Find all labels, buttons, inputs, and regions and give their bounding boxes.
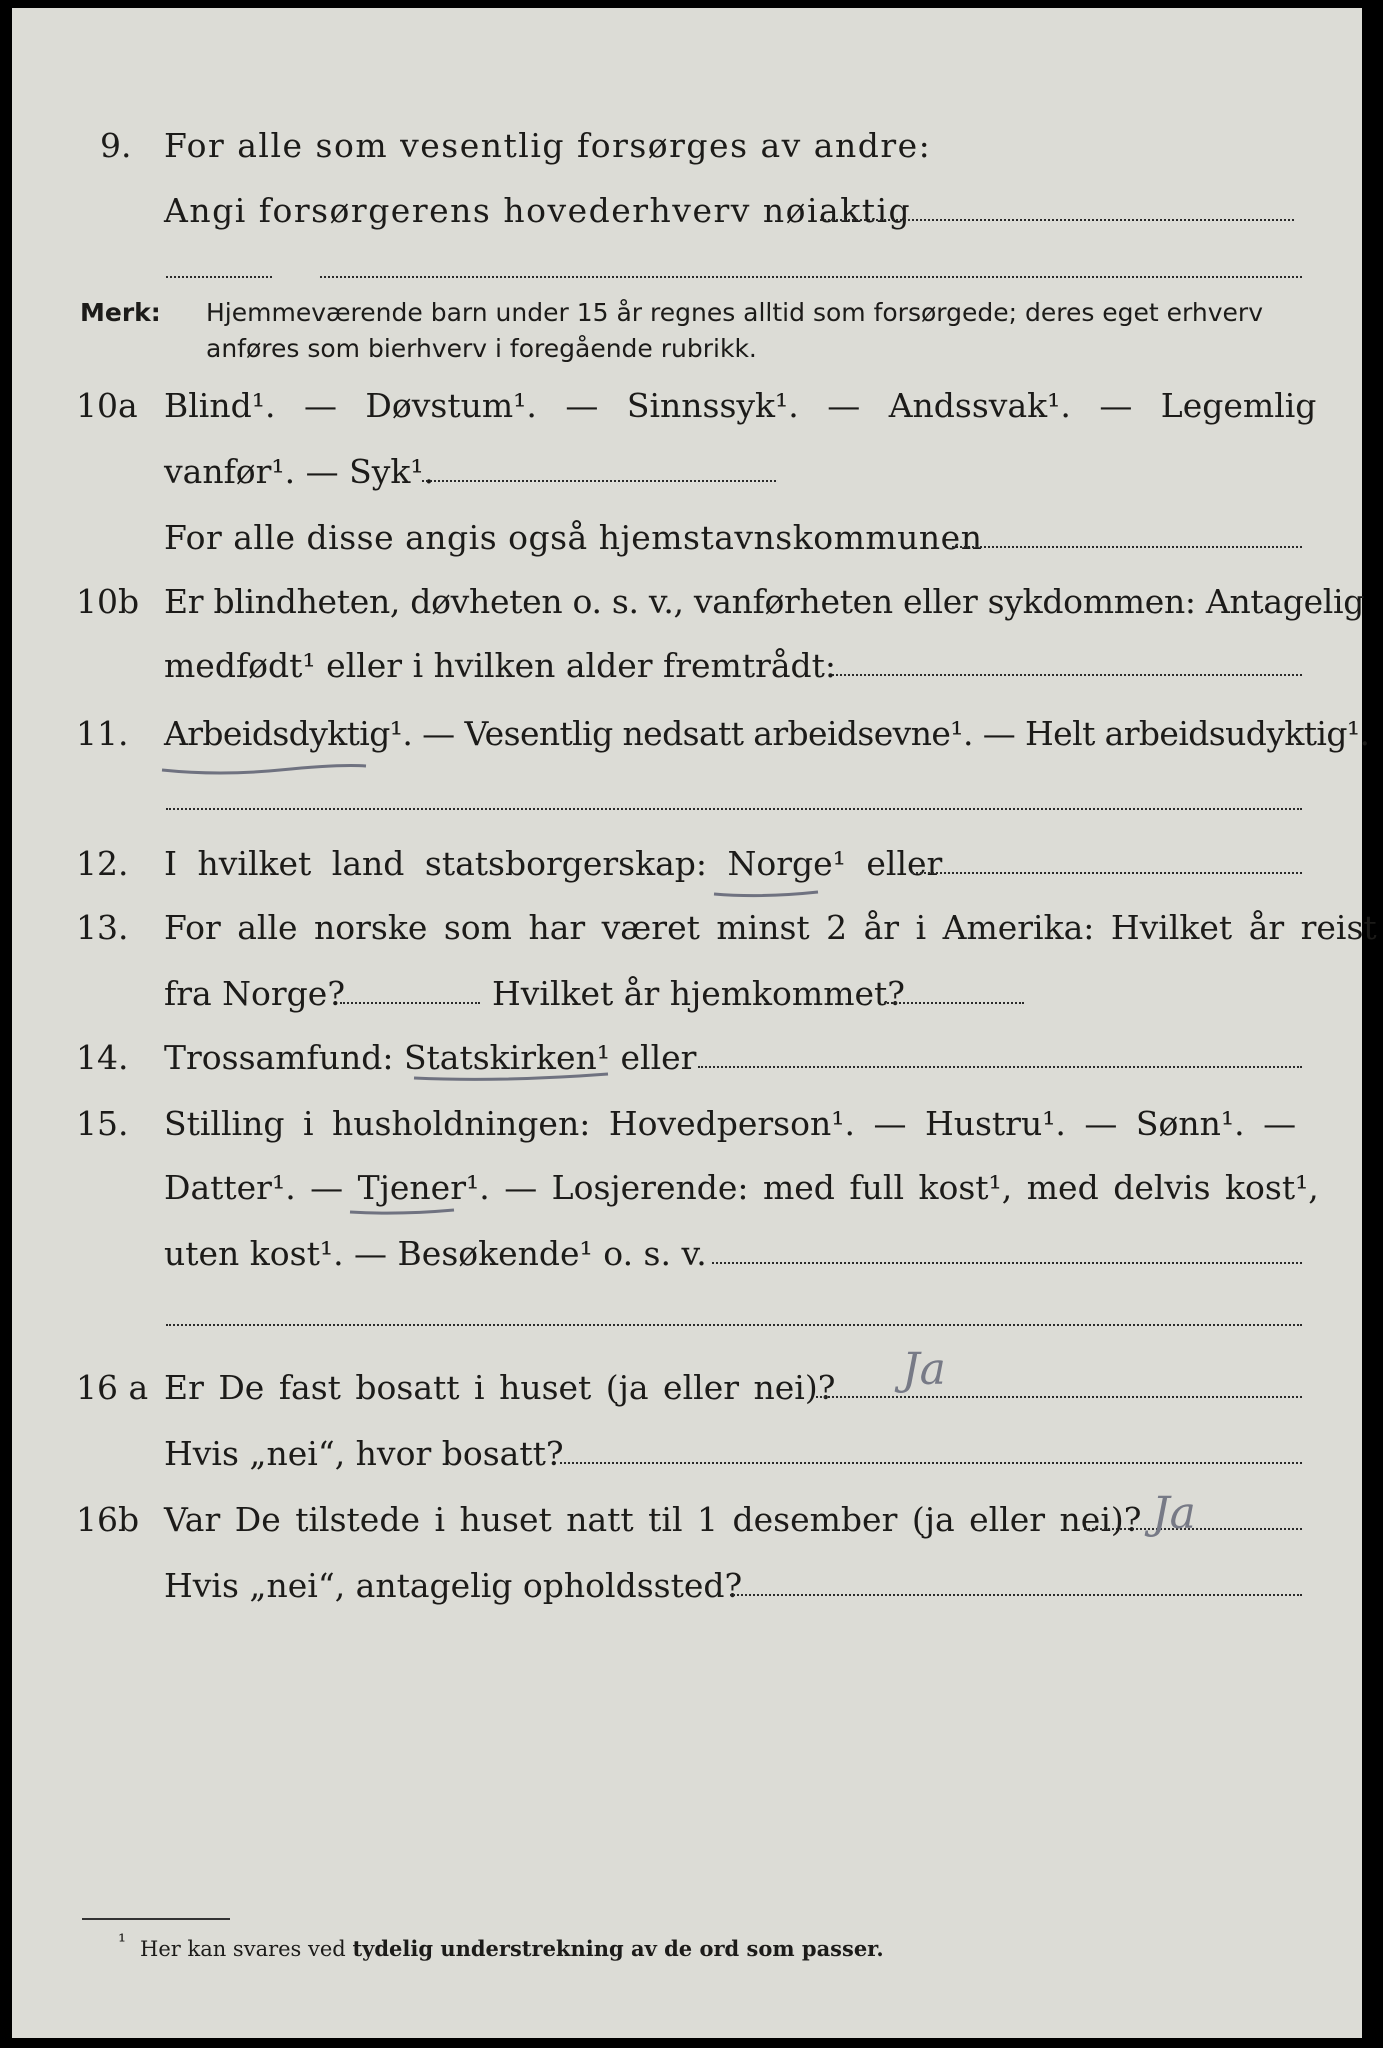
q11-text-1: Arbeidsdyktig¹. — Vesentlig nedsatt arbeidsevne¹. — Helt arbeidsudyktig¹.	[164, 714, 1370, 753]
q10a-answer-line[interactable]	[422, 480, 776, 482]
q16a-answer-line[interactable]	[816, 1396, 1302, 1398]
q16a-number: 16 a	[76, 1368, 149, 1407]
census-form-page	[12, 8, 1377, 2038]
merk-label: Merk:	[80, 298, 161, 327]
q13-text-1: For alle norske som har været minst 2 år i Amerika: Hvilket år reist	[164, 908, 1377, 947]
q10b-answer-line[interactable]	[832, 674, 1302, 676]
q10a-text-3: For alle disse angis også hjemstavnskommunen	[164, 518, 983, 557]
q13-text-2a: fra Norge?	[164, 974, 346, 1013]
q13-number: 13.	[76, 908, 129, 947]
q10a-text-1: Blind¹. — Døvstum¹. — Sinnssyk¹. — Andssvak¹. — Legemlig	[164, 386, 1317, 425]
q10b-text-2: medfødt¹ eller i hvilken alder fremtrådt:	[164, 646, 837, 685]
q14-handwritten-underline	[412, 1068, 612, 1084]
q16a-bosatt-line[interactable]	[560, 1462, 1302, 1464]
q9-extra-line-b[interactable]	[320, 276, 1302, 278]
q14-answer-line[interactable]	[698, 1066, 1302, 1068]
footnote-text-plain: Her kan svares ved	[140, 1937, 346, 1961]
q10a-text-2: vanfør¹. — Syk¹.	[164, 452, 435, 491]
q15-answer-line[interactable]	[712, 1262, 1302, 1264]
q13-reist-line[interactable]	[340, 1002, 480, 1004]
q12-handwritten-underline	[712, 886, 822, 900]
footnote-mark: ¹	[118, 1929, 127, 1953]
q12-text-1: I hvilket land statsborgerskap: Norge¹ eller	[164, 844, 943, 883]
q16b-opholdssted-line[interactable]	[730, 1594, 1302, 1596]
q10b-number: 10b	[76, 582, 140, 621]
q12-answer-line[interactable]	[912, 872, 1302, 874]
q15-handwritten-underline	[348, 1204, 458, 1218]
q16b-text-2: Hvis „nei“, antagelig opholdssted?	[164, 1566, 743, 1605]
q16a-handwritten-answer: Ja	[902, 1344, 946, 1395]
q11-number: 11.	[76, 714, 129, 753]
q9-number: 9.	[100, 126, 132, 165]
q11-handwritten-underline	[160, 758, 370, 778]
q14-number: 14.	[76, 1038, 129, 1077]
q9-text-1: For alle som vesentlig forsørges av andre:	[164, 126, 932, 165]
q16b-text-1: Var De tilstede i huset natt til 1 desember (ja eller nei)?	[164, 1500, 1142, 1539]
footnote-text-bold: tydelig understrekning av de ord som passer.	[352, 1936, 884, 1961]
q15-text-2: Datter¹. — Tjener¹. — Losjerende: med full kost¹, med delvis kost¹,	[164, 1168, 1319, 1207]
q9-extra-line-a[interactable]	[166, 276, 272, 278]
q10b-text-1: Er blindheten, døvheten o. s. v., vanførheten eller sykdommen: Antagelig	[164, 582, 1365, 621]
q16b-handwritten-answer: Ja	[1152, 1488, 1196, 1539]
merk-text-1: Hjemmeværende barn under 15 år regnes alltid som forsørgede; deres eget erhverv	[206, 298, 1263, 327]
q9-text-2: Angi forsørgerens hovederhverv nøiaktig	[164, 191, 912, 230]
q14-text-1: Trossamfund: Statskirken¹ eller	[164, 1038, 697, 1077]
q15-text-3: uten kost¹. — Besøkende¹ o. s. v.	[164, 1234, 707, 1273]
q13-text-2b: Hvilket år hjemkommet?	[492, 974, 905, 1013]
q15-number: 15.	[76, 1104, 129, 1143]
q11-extra-line[interactable]	[166, 808, 1302, 810]
q10a-number: 10a	[76, 386, 138, 425]
q9-answer-line[interactable]	[820, 219, 1294, 221]
q15-extra-line[interactable]	[166, 1324, 1302, 1326]
footnote	[118, 1929, 884, 1961]
q13-hjemkommet-line[interactable]	[884, 1002, 1024, 1004]
footnote-divider	[82, 1918, 230, 1920]
q10a-kommune-line[interactable]	[952, 546, 1302, 548]
q16a-text-2: Hvis „nei“, hvor bosatt?	[164, 1434, 564, 1473]
q12-number: 12.	[76, 844, 129, 883]
q16a-text-1: Er De fast bosatt i huset (ja eller nei)?	[164, 1368, 836, 1407]
q16b-number: 16b	[76, 1500, 140, 1539]
merk-text-2: anføres som bierhverv i foregående rubrikk.	[206, 334, 757, 363]
q15-text-1: Stilling i husholdningen: Hovedperson¹. — Hustru¹. — Sønn¹. —	[164, 1104, 1297, 1143]
